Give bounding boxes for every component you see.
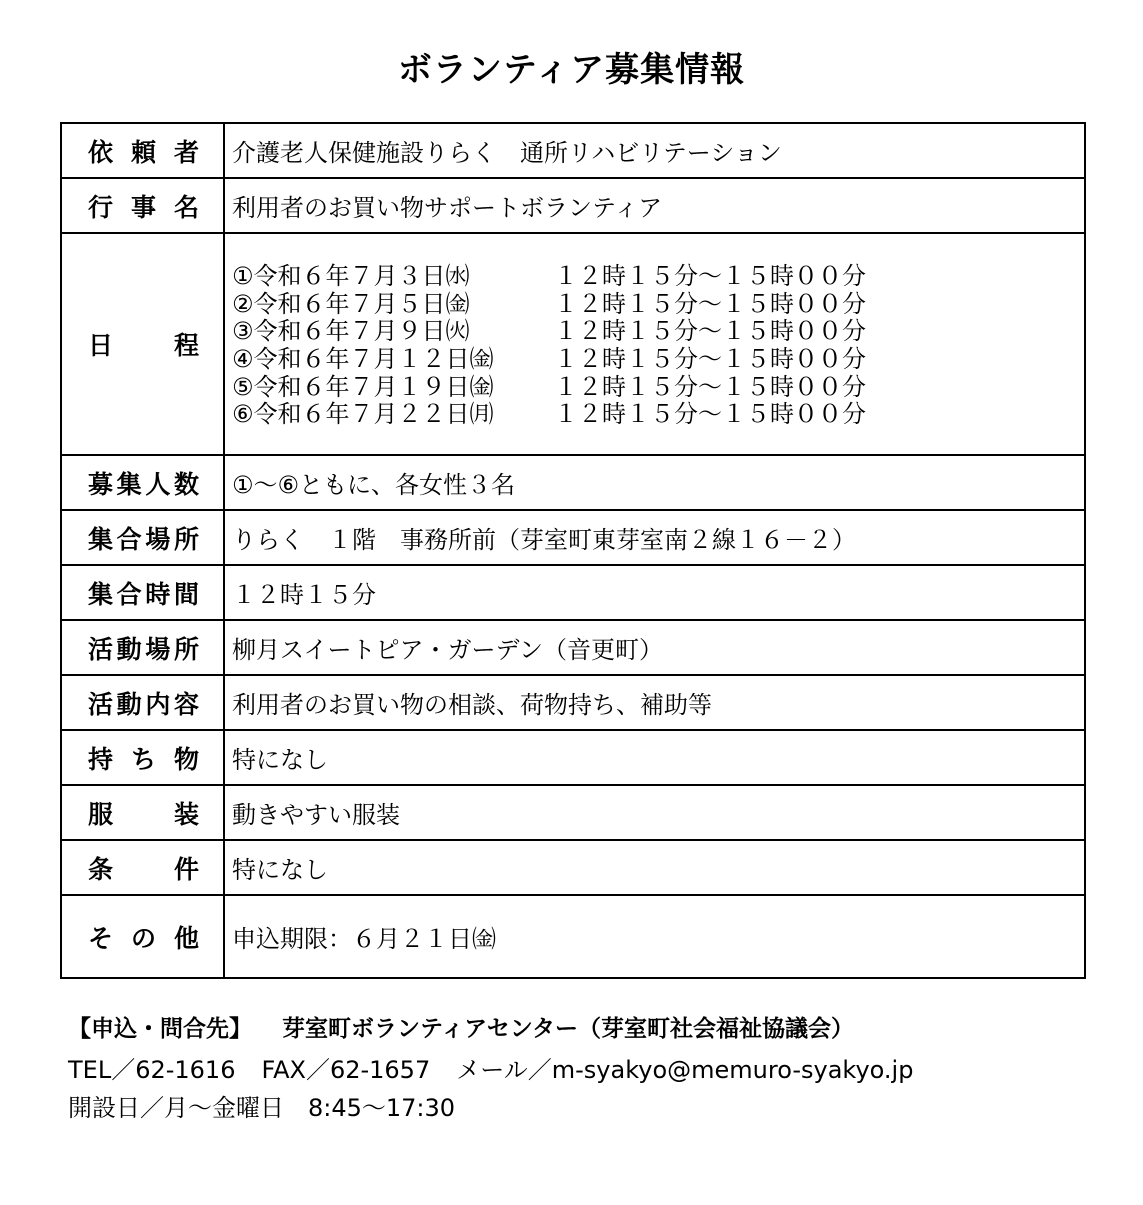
value-schedule bbox=[224, 233, 1085, 455]
row-activity-place bbox=[61, 620, 1085, 675]
schedule-date: ④令和６年７月１２日㈮ bbox=[232, 345, 494, 373]
row-event-name bbox=[61, 178, 1085, 233]
schedule-entry bbox=[232, 318, 1084, 346]
value-conditions: 特になし bbox=[224, 840, 1085, 895]
schedule-time: １２時１５分～１５時００分 bbox=[554, 400, 866, 429]
contact-org: 芽室町ボランティアセンター（芽室町社会福祉協議会） bbox=[282, 1016, 855, 1042]
value-event-name: 利用者のお買い物サポートボランティア bbox=[224, 178, 1085, 233]
contact-heading-line bbox=[68, 1010, 913, 1050]
schedule-time: １２時１５分～１５時００分 bbox=[554, 289, 866, 318]
schedule-date: ①令和６年７月３日㈬ bbox=[232, 262, 470, 291]
label-event-name: 行事名 bbox=[61, 178, 224, 233]
value-belongings: 特になし bbox=[224, 730, 1085, 785]
schedule-entry bbox=[232, 346, 1084, 374]
value-other: 申込期限：６月２１日㈮ bbox=[224, 895, 1085, 978]
row-other bbox=[61, 895, 1085, 978]
row-clothing bbox=[61, 785, 1085, 840]
schedule-date: ⑤令和６年７月１９日㈮ bbox=[232, 372, 494, 401]
open-hours: 開設日／月～金曜日 8:45～17:30 bbox=[68, 1094, 456, 1122]
value-meeting-place: りらく １階 事務所前（芽室町東芽室南２線１６－２） bbox=[224, 510, 1085, 565]
schedule-entry bbox=[232, 291, 1084, 319]
row-meeting-place bbox=[61, 510, 1085, 565]
label-clothing: 服装 bbox=[61, 785, 224, 840]
schedule-list bbox=[232, 259, 1084, 429]
schedule-time: １２時１５分～１５時００分 bbox=[554, 317, 866, 346]
schedule-entry bbox=[232, 401, 1084, 429]
value-requester: 介護老人保健施設りらく 通所リハビリテーション bbox=[224, 123, 1085, 178]
label-activity-content: 活動内容 bbox=[61, 675, 224, 730]
label-meeting-place: 集合場所 bbox=[61, 510, 224, 565]
value-recruit-count: ①～⑥ともに、各女性３名 bbox=[224, 455, 1085, 510]
label-requester: 依頼者 bbox=[61, 123, 224, 178]
row-requester bbox=[61, 123, 1085, 178]
info-table bbox=[60, 122, 1086, 979]
label-activity-place: 活動場所 bbox=[61, 620, 224, 675]
fax-number: FAX／62-1657 bbox=[261, 1056, 431, 1084]
tel-number: TEL／62-1616 bbox=[68, 1056, 236, 1084]
row-meeting-time bbox=[61, 565, 1085, 620]
schedule-time: １２時１５分～１５時００分 bbox=[554, 345, 866, 373]
label-meeting-time: 集合時間 bbox=[61, 565, 224, 620]
label-conditions: 条件 bbox=[61, 840, 224, 895]
contact-heading: 【申込・問合先】 bbox=[68, 1016, 252, 1042]
row-activity-content bbox=[61, 675, 1085, 730]
label-schedule: 日程 bbox=[61, 233, 224, 455]
label-recruit-count: 募集人数 bbox=[61, 455, 224, 510]
page-title: ボランティア募集情報 bbox=[397, 50, 746, 90]
row-conditions bbox=[61, 840, 1085, 895]
schedule-date: ②令和６年７月５日㈮ bbox=[232, 289, 470, 318]
email-address[interactable]: メール／m-syakyo@memuro-syakyo.jp bbox=[456, 1056, 914, 1084]
value-activity-content: 利用者のお買い物の相談、荷物持ち、補助等 bbox=[224, 675, 1085, 730]
row-recruit-count bbox=[61, 455, 1085, 510]
label-other: その他 bbox=[61, 895, 224, 978]
value-activity-place: 柳月スイートピア・ガーデン（音更町） bbox=[224, 620, 1085, 675]
schedule-date: ⑥令和６年７月２２日㈪ bbox=[232, 400, 494, 429]
schedule-time: １２時１５分～１５時００分 bbox=[554, 372, 866, 401]
schedule-time: １２時１５分～１５時００分 bbox=[554, 262, 866, 291]
value-meeting-time: １２時１５分 bbox=[224, 565, 1085, 620]
schedule-date: ③令和６年７月９日㈫ bbox=[232, 317, 470, 346]
label-belongings: 持ち物 bbox=[61, 730, 224, 785]
schedule-entry bbox=[232, 374, 1084, 402]
contact-footer bbox=[68, 1010, 913, 1126]
schedule-entry bbox=[232, 263, 1084, 291]
value-clothing: 動きやすい服装 bbox=[224, 785, 1085, 840]
row-belongings bbox=[61, 730, 1085, 785]
contact-numbers-line bbox=[68, 1050, 913, 1088]
row-schedule bbox=[61, 233, 1085, 455]
